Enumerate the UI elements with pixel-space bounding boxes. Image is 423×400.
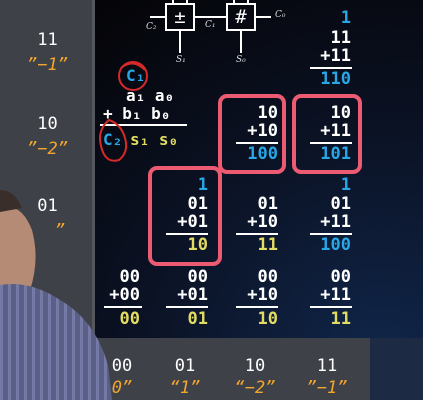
left-value-partial: ” <box>54 221 66 241</box>
wire-in-1a <box>172 0 174 4</box>
sum-r2c1-b: +01 <box>177 212 208 232</box>
sum-tr-b: +11 <box>320 46 351 66</box>
sum-tr-carry: 1 <box>340 8 351 28</box>
sum-r2c3-carry: 1 <box>340 175 351 195</box>
adder-box-sum: ± <box>165 3 195 31</box>
wire-in-1b <box>186 0 188 4</box>
sum-r2c1-result: 10 <box>187 235 208 255</box>
sum-r2c2-a: 01 <box>257 194 278 214</box>
legend-carry2: C₂ <box>103 130 123 149</box>
wire-c2 <box>150 16 165 18</box>
bottom-value-minus2: “−2” <box>234 378 276 398</box>
left-code-10: 10 <box>37 114 58 134</box>
presenter-figure <box>0 190 112 400</box>
sum-r3c3-line <box>236 306 278 308</box>
wire-s1 <box>179 31 181 53</box>
sum-r2c1-carry: 1 <box>197 175 208 195</box>
bottom-code-11: 11 <box>316 356 338 376</box>
sum-r3c3-result: 10 <box>257 309 278 329</box>
sum-r2c3-b: +11 <box>320 212 351 232</box>
sum-r1c4-result: 101 <box>320 144 351 164</box>
sum-r2c2-b: +10 <box>247 212 278 232</box>
wire-c1 <box>195 16 226 18</box>
sum-r2c3-a: 01 <box>330 194 351 214</box>
label-c1: C₁ <box>205 20 216 30</box>
legend-row-a: a₁ a₀ <box>126 86 175 105</box>
sum-r1c4-b: +11 <box>320 121 351 141</box>
wire-c0 <box>256 16 271 18</box>
sum-r1c3-result: 100 <box>247 144 278 164</box>
bottom-value-1: “1” <box>169 378 201 398</box>
sum-tr-result-text: 110 <box>320 69 351 89</box>
label-c0: C₀ <box>275 10 286 20</box>
sum-r3c2-a: 00 <box>187 267 208 287</box>
sum-r3c1-result: 00 <box>119 309 140 329</box>
adder-box-carry: # <box>226 3 256 31</box>
left-code-01: 01 <box>37 196 58 216</box>
sum-r3c1-a: 00 <box>119 267 140 287</box>
sum-r3c4-a: 00 <box>330 267 351 287</box>
wire-in-2a <box>233 0 235 4</box>
sum-r1c4-a: 10 <box>330 103 351 123</box>
label-c2: C₂ <box>146 22 157 32</box>
sum-r1c3-a: 10 <box>257 103 278 123</box>
wire-s0 <box>240 31 242 53</box>
presenter-hair <box>0 190 22 212</box>
sum-r3c2-result: 01 <box>187 309 208 329</box>
presenter-shirt <box>0 284 112 400</box>
sum-r3c1-b: +00 <box>109 285 140 305</box>
sum-tr-a: 11 <box>330 28 351 48</box>
sum-r3c2-line <box>166 306 208 308</box>
sum-r3c2-b: +01 <box>177 285 208 305</box>
sum-r2c1-a: 01 <box>187 194 208 214</box>
sum-r3c3-b: +10 <box>247 285 278 305</box>
sum-tr-result <box>297 70 351 88</box>
bottom-value-minus1: ”−1” <box>306 378 348 398</box>
sum-r2c2-result: 11 <box>257 235 278 255</box>
label-s1: S₁ <box>176 55 186 65</box>
sum-r3c4-line <box>310 306 352 308</box>
legend-carry1: C₁ <box>126 66 146 85</box>
legend-row-b: + b₁ b₀ <box>103 104 171 123</box>
left-value-minus1: ”−1” <box>27 55 68 75</box>
sum-r3c4-result: 11 <box>330 309 351 329</box>
bottom-code-10: 10 <box>244 356 266 376</box>
wire-in-2b <box>247 0 249 4</box>
sum-r2c3-result: 100 <box>320 235 351 255</box>
bottom-strip <box>370 338 423 400</box>
bottom-value-0: 0” <box>111 378 133 398</box>
label-s0: S₀ <box>236 55 246 65</box>
legend-row-s: s₁ s₀ <box>130 130 179 149</box>
left-code-11: 11 <box>37 30 58 50</box>
left-value-minus2: ”−2” <box>27 139 68 159</box>
bottom-code-00: 00 <box>111 356 133 376</box>
sum-r1c3-b: +10 <box>247 121 278 141</box>
sum-r3c4-b: +11 <box>320 285 351 305</box>
bottom-code-01: 01 <box>174 356 196 376</box>
sum-r3c3-a: 00 <box>257 267 278 287</box>
